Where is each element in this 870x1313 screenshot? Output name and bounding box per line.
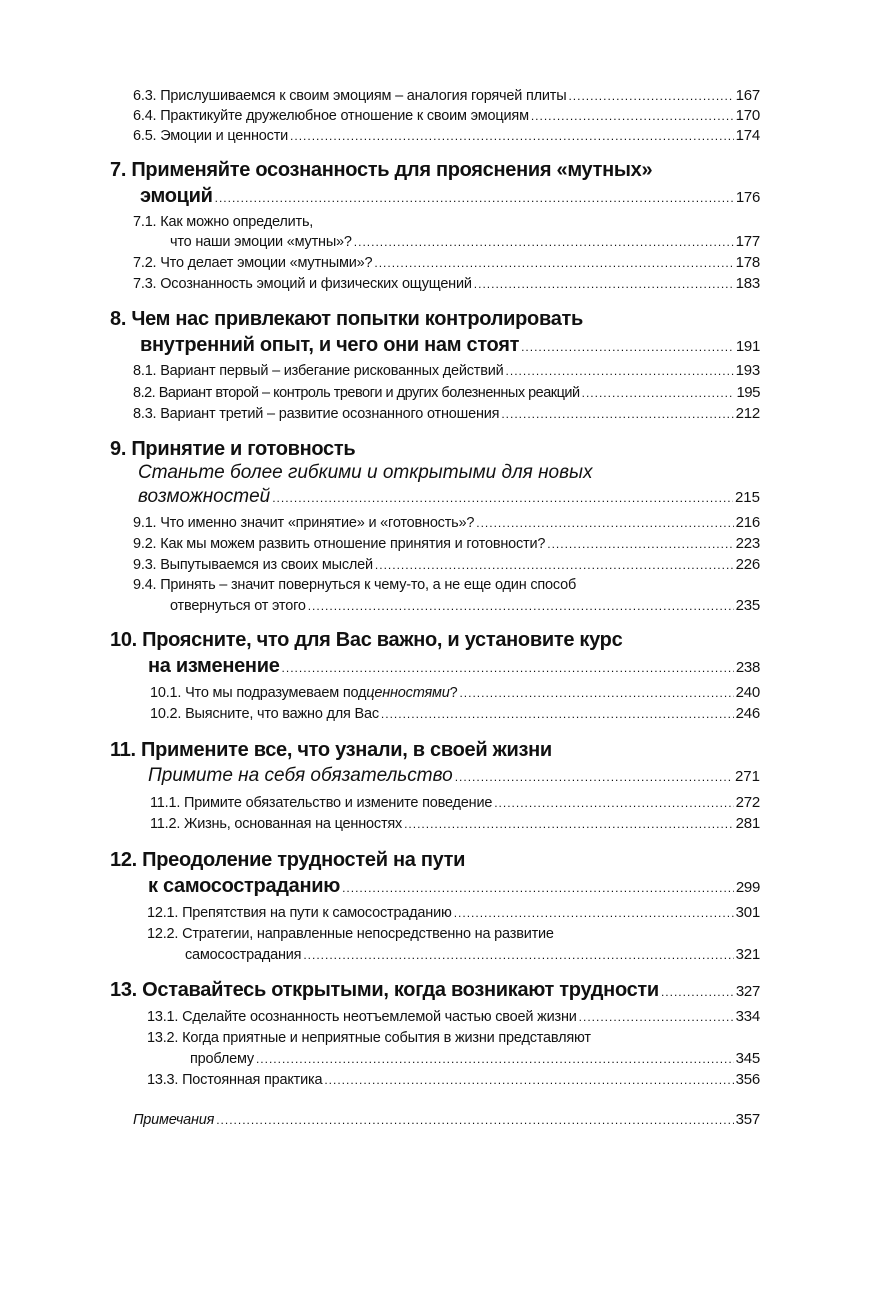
page-number: 167 — [735, 87, 760, 104]
chapter-7-title-cont[interactable] — [140, 183, 760, 209]
entry-title: 11.1. Примите обязательство и измените поведение — [150, 795, 493, 811]
page-number: 183 — [735, 275, 760, 292]
chapter-title: 9. Принятие и готовность — [110, 438, 356, 460]
dot-leader — [531, 106, 734, 126]
dot-leader — [215, 185, 734, 211]
toc-entry-9-1[interactable] — [133, 513, 760, 533]
entry-title: 6.3. Прислушиваемся к своим эмоциям – аналогия горячей плиты — [133, 88, 567, 104]
dot-leader — [375, 555, 734, 575]
entry-title: 9.1. Что именно значит «принятие» и «готовность»? — [133, 515, 475, 531]
dot-leader — [290, 126, 734, 146]
page-number: 357 — [735, 1111, 760, 1128]
toc-entry-12-2-cont[interactable] — [185, 945, 760, 965]
entry-title-italic: ценностями — [366, 685, 450, 701]
entry-title: 7.2. Что делает эмоции «мутными»? — [133, 255, 373, 271]
entry-title: 9.4. Принять – значит повернуться к чему-то, а не еще один способ — [133, 577, 577, 593]
page-number: 327 — [735, 983, 760, 1000]
toc-entry-8-1[interactable] — [133, 361, 760, 381]
chapter-title: 11. Примените все, что узнали, в своей жизни — [110, 739, 552, 761]
chapter-subtitle: Станьте более гибкими и открытыми для новых — [138, 462, 593, 483]
chapter-8-title-cont[interactable] — [140, 332, 760, 358]
toc-entry-10-1[interactable] — [150, 683, 760, 703]
dot-leader — [501, 404, 733, 424]
page-number: 174 — [735, 127, 760, 144]
dot-leader — [272, 486, 733, 510]
page-number: 240 — [735, 684, 760, 701]
page-number: 321 — [735, 946, 760, 963]
entry-title: проблему — [190, 1051, 254, 1067]
dot-leader — [547, 534, 733, 554]
entry-title: 9.2. Как мы можем развить отношение принятия и готовности? — [133, 536, 546, 552]
page-number: 191 — [735, 338, 760, 355]
page-number: 271 — [734, 768, 760, 785]
dot-leader — [374, 253, 733, 273]
entry-title: отвернуться от этого — [170, 598, 306, 614]
entry-title: Примечания — [133, 1112, 215, 1128]
chapter-9-title[interactable] — [110, 436, 760, 462]
chapter-title: 12. Преодоление трудностей на пути — [110, 849, 466, 871]
page-number: 176 — [735, 189, 760, 206]
page-number: 170 — [735, 107, 760, 124]
page-number: 281 — [735, 815, 760, 832]
page-number: 238 — [735, 659, 760, 676]
page-number: 212 — [735, 405, 760, 422]
entry-title: 10.2. Выясните, что важно для Вас — [150, 706, 379, 722]
page-number: 216 — [735, 514, 760, 531]
chapter-11-title[interactable] — [110, 737, 760, 763]
dot-leader — [354, 232, 734, 252]
entry-title: 12.2. Стратегии, направленные непосредственно на развитие — [147, 926, 554, 942]
page-number: 235 — [735, 597, 760, 614]
dot-leader — [256, 1049, 734, 1069]
entry-title: 11.2. Жизнь, основанная на ценностях — [150, 816, 403, 832]
chapter-title: к самосостраданию — [148, 875, 341, 897]
page-number: 215 — [734, 489, 760, 506]
toc-entry-13-2-cont[interactable] — [190, 1049, 760, 1069]
dot-leader — [324, 1070, 733, 1090]
chapter-7-title[interactable] — [110, 157, 760, 183]
page-number: 223 — [735, 535, 760, 552]
toc-entry-7-3[interactable] — [133, 274, 760, 294]
entry-title: 10.1. Что мы подразумеваем под — [150, 685, 367, 701]
entry-title: 8.1. Вариант первый – избегание рискованных действий — [133, 363, 504, 379]
toc-entry-9-4-cont[interactable] — [170, 596, 760, 616]
chapter-title: 13. Оставайтесь открытыми, когда возникают трудности — [110, 979, 659, 1001]
chapter-10-title-cont[interactable] — [148, 653, 760, 679]
dot-leader — [521, 334, 734, 360]
dot-leader — [342, 875, 734, 901]
toc-entry-11-2[interactable] — [150, 814, 760, 834]
page-number: 301 — [735, 904, 760, 921]
chapter-title: на изменение — [148, 655, 280, 677]
entry-title-end: ? — [449, 685, 458, 701]
toc-entry-13-3[interactable] — [147, 1070, 760, 1090]
entry-title: самосострадания — [185, 947, 302, 963]
entry-title: 8.3. Вариант третий – развитие осознанного отношения — [133, 406, 500, 422]
dot-leader — [381, 704, 734, 724]
toc-entry-6-3[interactable] — [133, 86, 760, 106]
toc-entry-9-2[interactable] — [133, 534, 760, 554]
dot-leader — [579, 1007, 734, 1027]
chapter-12-title[interactable] — [110, 847, 760, 873]
chapter-8-title[interactable] — [110, 306, 760, 332]
dot-leader — [582, 383, 735, 403]
entry-title: 8.2. Вариант второй – контроль тревоги и других болезненных реакций — [133, 385, 580, 401]
chapter-subtitle: возможностей — [138, 486, 271, 507]
toc-entry-8-2[interactable] — [133, 383, 760, 403]
page-number: 226 — [735, 556, 760, 573]
dot-leader — [568, 86, 733, 106]
toc-entry-9-4[interactable] — [133, 575, 760, 595]
chapter-title: 10. Проясните, что для Вас важно, и установите курс — [110, 629, 623, 651]
dot-leader — [404, 814, 733, 834]
chapter-9-subtitle[interactable] — [138, 461, 760, 485]
dot-leader — [216, 1110, 733, 1130]
toc-entry-7-1-cont[interactable] — [170, 232, 760, 252]
toc-entry-11-1[interactable] — [150, 793, 760, 813]
entry-title: 7.1. Как можно определить, — [133, 214, 314, 230]
toc-entry-12-1[interactable] — [147, 903, 760, 923]
page-number: 299 — [735, 879, 760, 896]
dot-leader — [455, 765, 733, 789]
chapter-subtitle: Примите на себя обязательство — [148, 765, 453, 786]
toc-entry-8-3[interactable] — [133, 404, 760, 424]
toc-entry-7-2[interactable] — [133, 253, 760, 273]
toc-entry-10-2[interactable] — [150, 704, 760, 724]
toc-entry-13-1[interactable] — [147, 1007, 760, 1027]
entry-title: 13.3. Постоянная практика — [147, 1072, 323, 1088]
page-number: 193 — [735, 362, 760, 379]
chapter-11-subtitle[interactable] — [148, 764, 760, 788]
chapter-title: 8. Чем нас привлекают попытки контролировать — [110, 308, 584, 330]
chapter-title: внутренний опыт, и чего они нам стоят — [140, 334, 520, 356]
entry-title: 6.5. Эмоции и ценности — [133, 128, 289, 144]
toc-entry-notes[interactable] — [133, 1110, 760, 1130]
page-number: 334 — [735, 1008, 760, 1025]
toc-entry-6-4[interactable] — [133, 106, 760, 126]
chapter-10-title[interactable] — [110, 627, 760, 653]
entry-title: 7.3. Осознанность эмоций и физических ощущений — [133, 276, 472, 292]
dot-leader — [476, 513, 733, 533]
entry-title: что наши эмоции «мутны»? — [170, 234, 352, 250]
page-number: 177 — [735, 233, 760, 250]
entry-title: 12.1. Препятствия на пути к самосостраданию — [147, 905, 452, 921]
page-number: 356 — [735, 1071, 760, 1088]
entry-title: 6.4. Практикуйте дружелюбное отношение к своим эмоциям — [133, 108, 529, 124]
toc-entry-7-1[interactable] — [133, 212, 760, 232]
chapter-title: 7. Применяйте осознанность для прояснения «мутных» — [110, 159, 653, 181]
page-number: 195 — [736, 384, 760, 401]
page-number: 246 — [735, 705, 760, 722]
chapter-12-title-cont[interactable] — [148, 873, 760, 899]
page-number: 345 — [735, 1050, 760, 1067]
dot-leader — [661, 979, 734, 1005]
toc-entry-13-2[interactable] — [147, 1028, 760, 1048]
entry-title: 13.1. Сделайте осознанность неотъемлемой частью своей жизни — [147, 1009, 577, 1025]
dot-leader — [308, 596, 734, 616]
dot-leader — [303, 945, 733, 965]
entry-title: 9.3. Выпутываемся из своих мыслей — [133, 557, 373, 573]
toc-entry-6-5[interactable] — [133, 126, 760, 146]
dot-leader — [506, 361, 734, 381]
dot-leader — [494, 793, 733, 813]
chapter-9-subtitle-cont[interactable] — [138, 485, 760, 509]
dot-leader — [459, 683, 733, 703]
toc-entry-9-3[interactable] — [133, 555, 760, 575]
chapter-title: эмоций — [140, 185, 213, 207]
entry-title: 13.2. Когда приятные и неприятные события в жизни представляют — [147, 1030, 591, 1046]
toc-entry-12-2[interactable] — [147, 924, 760, 944]
page-number: 178 — [735, 254, 760, 271]
page-number: 272 — [735, 794, 760, 811]
chapter-13-title[interactable] — [110, 977, 760, 1003]
dot-leader — [454, 903, 734, 923]
dot-leader — [282, 655, 734, 681]
dot-leader — [474, 274, 734, 294]
